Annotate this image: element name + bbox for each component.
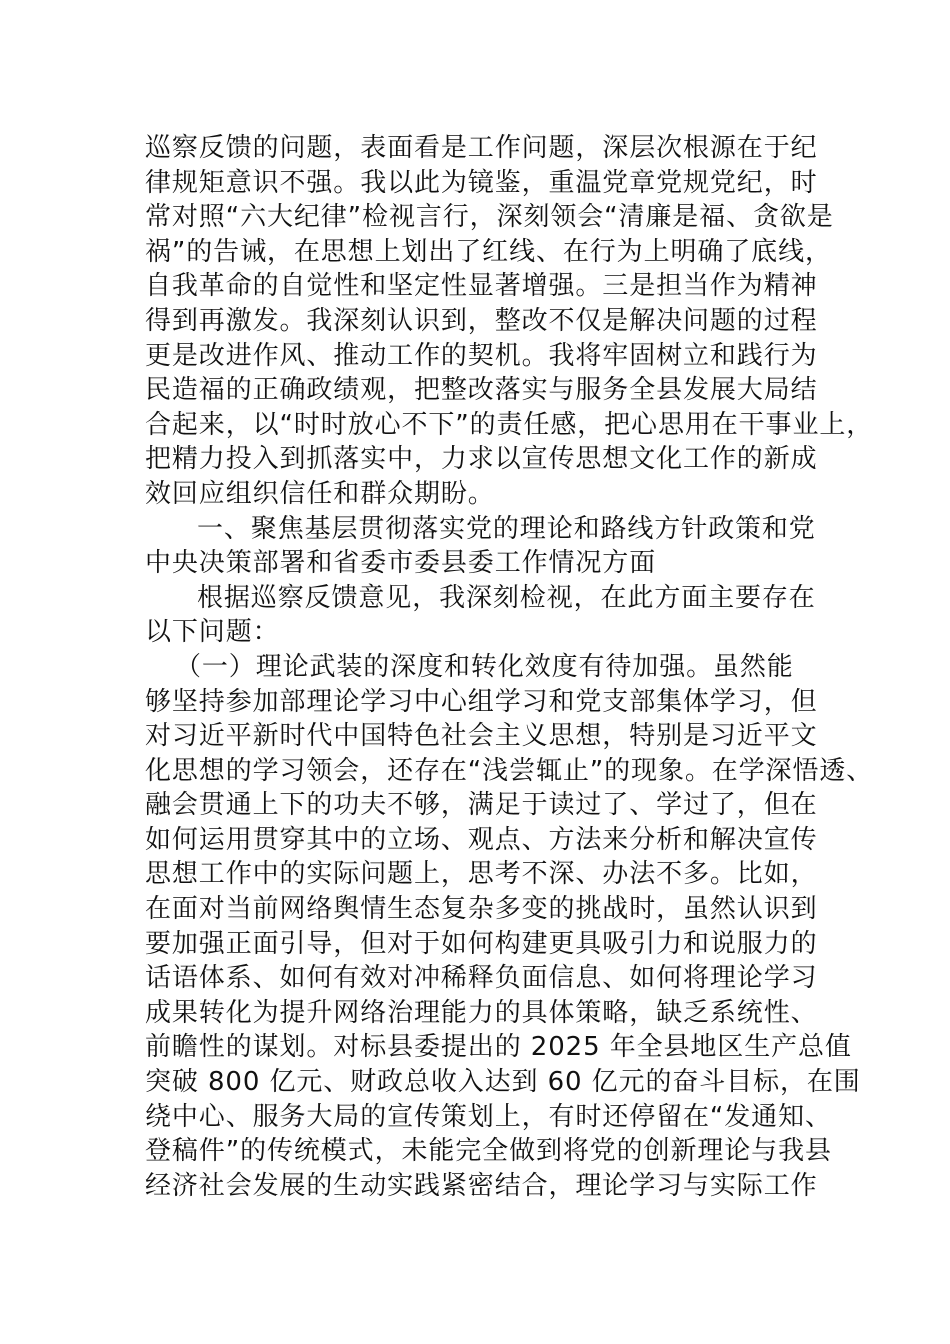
text-line: 更是改进作风、推动工作的契机。我将牢固树立和践行为 — [145, 340, 818, 371]
text-line: 够坚持参加部理论学习中心组学习和党支部集体学习，但 — [145, 686, 818, 717]
text-line: 成果转化为提升网络治理能力的具体策略，缺乏系统性、 — [145, 997, 818, 1028]
text-line: 常对照“六大纪律”检视言行，深刻领会“清廉是福、贪欲是 — [145, 202, 834, 233]
text-line: 要加强正面引导，但对于如何构建更具吸引力和说服力的 — [145, 928, 818, 959]
text-line: 祸”的告诫，在思想上划出了红线、在行为上明确了底线， — [145, 236, 832, 267]
text-line: 化思想的学习领会，还存在“浅尝辄止”的现象。在学深悟透、 — [145, 755, 874, 786]
text-line: 绕中心、服务大局的宣传策划上，有时还停留在“发通知、 — [145, 1101, 832, 1132]
section-heading-one — [145, 512, 835, 581]
text-line: 前瞻性的谋划。对标县委提出的 2025 年全县地区生产总值 — [145, 1032, 852, 1063]
text-line: 思想工作中的实际问题上，思考不深、办法不多。比如， — [145, 859, 818, 890]
text-line: 合起来，以“时时放心不下”的责任感，把心思用在干事业上， — [145, 409, 874, 440]
text-line: 自我革命的自觉性和坚定性显著增强。三是担当作为精神 — [145, 271, 818, 302]
subheading-line: （一）理论武装的深度和转化效度有待加强。虽然能 — [175, 651, 794, 682]
text-line: 以下问题： — [145, 617, 280, 648]
text-line: 对习近平新时代中国特色社会主义思想，特别是习近平文 — [145, 721, 818, 752]
paragraph-intro-problems — [145, 581, 835, 650]
text-line: 融会贯通上下的功夫不够，满足于读过了、学过了，但在 — [145, 790, 818, 821]
text-line: 律规矩意识不强。我以此为镜鉴，重温党章党规党纪，时 — [145, 167, 818, 198]
text-line: 在面对当前网络舆情生态复杂多变的挑战时，虽然认识到 — [145, 894, 818, 925]
paragraph-rectification-summary — [145, 131, 874, 512]
text-line: 登稿件”的传统模式，未能完全做到将党的创新理论与我县 — [145, 1136, 832, 1167]
text-line: 如何运用贯穿其中的立场、观点、方法来分析和解决宣传 — [145, 824, 818, 855]
text-line: 巡察反馈的问题，表面看是工作问题，深层次根源在于纪 — [145, 133, 818, 163]
document-page — [145, 131, 874, 1203]
text-line: 经济社会发展的生动实践紧密结合，理论学习与实际工作 — [145, 1170, 818, 1201]
text-line: 突破 800 亿元、财政总收入达到 60 亿元的奋斗目标，在围 — [145, 1067, 861, 1098]
text-line: 效回应组织信任和群众期盼。 — [145, 478, 495, 509]
paragraph-problem-one — [145, 650, 874, 1204]
text-line: 话语体系、如何有效对冲稀释负面信息、如何将理论学习 — [145, 963, 818, 994]
text-line: 根据巡察反馈意见，我深刻检视，在此方面主要存在 — [197, 582, 816, 613]
text-line: 民造福的正确政绩观，把整改落实与服务全县发展大局结 — [145, 375, 818, 406]
text-line: 把精力投入到抓落实中，力求以宣传思想文化工作的新成 — [145, 444, 818, 475]
text-line: 得到再激发。我深刻认识到，整改不仅是解决问题的过程 — [145, 305, 818, 336]
heading-line: 中央决策部署和省委市委县委工作情况方面 — [145, 548, 657, 579]
heading-line: 一、聚焦基层贯彻落实党的理论和路线方针政策和党 — [197, 513, 816, 544]
